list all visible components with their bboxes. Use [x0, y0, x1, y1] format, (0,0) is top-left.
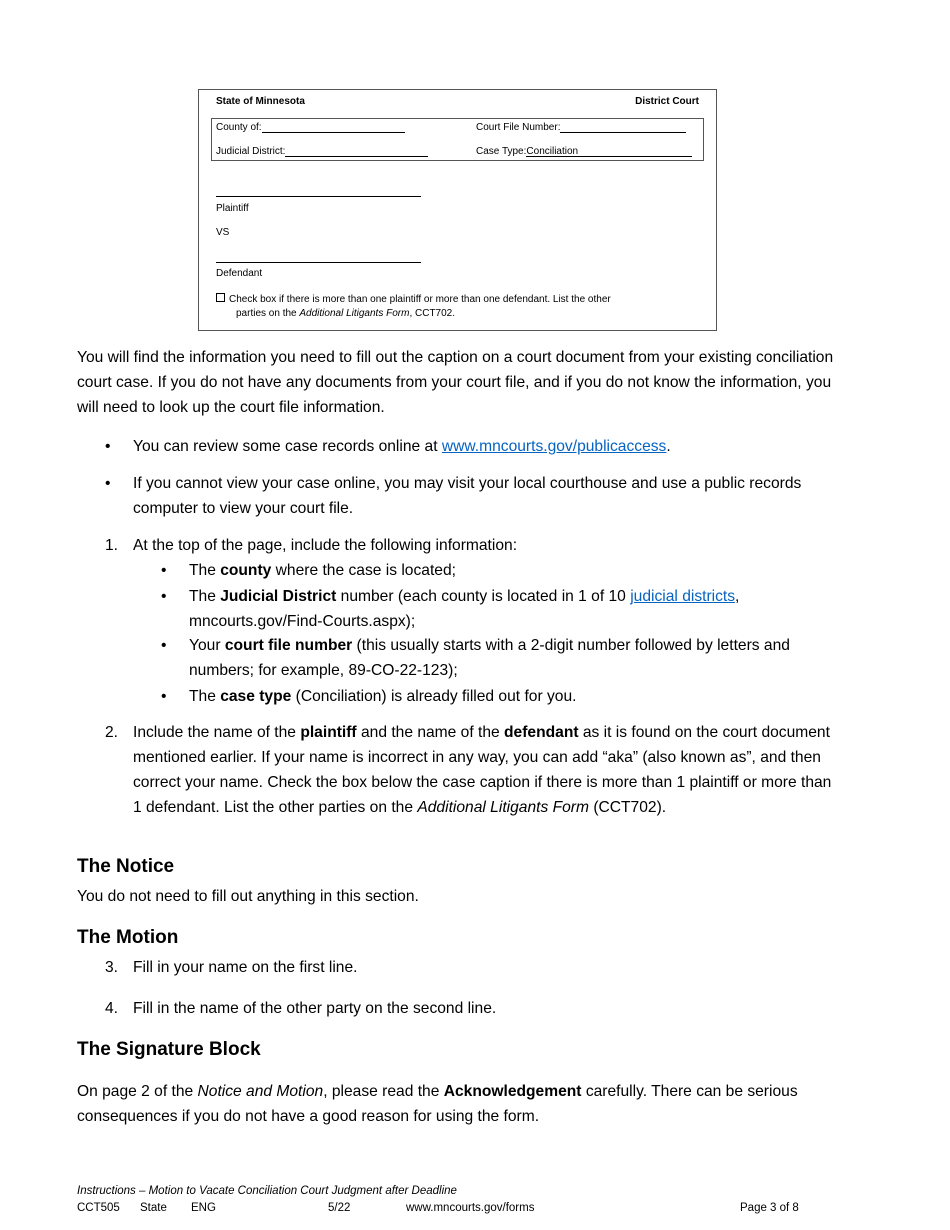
- t: where the case is located;: [271, 562, 456, 579]
- step-number: 3.: [105, 959, 119, 976]
- judicial-districts-link[interactable]: judicial districts: [630, 588, 736, 605]
- notice-heading: The Notice: [77, 856, 175, 877]
- t: , please read the: [323, 1083, 444, 1100]
- step-number: 1.: [105, 537, 119, 554]
- footer-date: 5/22: [328, 1202, 351, 1214]
- checkbox-icon: [216, 293, 225, 302]
- t: , mncourts.gov/Find-Courts.aspx);: [189, 588, 740, 630]
- t: county: [220, 562, 272, 579]
- step-1-text: At the top of the page, include the following information:: [133, 537, 518, 554]
- defendant-line: [216, 262, 421, 263]
- file-number-label: Court File Number:: [476, 122, 561, 133]
- county-label: County of:: [216, 122, 262, 133]
- state-label: State of Minnesota: [216, 96, 305, 107]
- step-3-text: Fill in your name on the first line.: [133, 959, 358, 976]
- plaintiff-label: Plaintiff: [216, 203, 249, 214]
- t: Your: [189, 637, 225, 654]
- court-label: District Court: [635, 96, 699, 107]
- public-access-link[interactable]: www.mncourts.gov/publicaccess: [441, 438, 667, 455]
- t: The: [189, 562, 221, 579]
- bullet-item: [133, 434, 833, 459]
- case-type-value: Conciliation: [526, 146, 692, 157]
- district-label: Judicial District:: [216, 146, 286, 157]
- file-number-line: [560, 122, 686, 133]
- case-type-label: Case Type:: [476, 146, 527, 157]
- bullet-item: If you cannot view your case online, you may visit your local courthouse and use a public records computer to view your court file.: [133, 475, 802, 517]
- checkbox-text-2: parties on the: [236, 308, 300, 319]
- t: plaintiff: [300, 724, 357, 741]
- footer-code: CCT505: [77, 1202, 120, 1214]
- bullet-icon: •: [161, 688, 167, 705]
- bullet-icon: •: [161, 588, 167, 605]
- t: Judicial District: [220, 588, 337, 605]
- t: On page 2 of the: [77, 1083, 198, 1100]
- bullet-icon: •: [105, 438, 111, 455]
- t: carefully. There can be serious consequences if you do not have a good reason for using the form.: [77, 1083, 798, 1125]
- bullet-text-end: .: [666, 438, 671, 455]
- notice-text: You do not need to fill out anything in this section.: [77, 888, 419, 905]
- bullet-icon: •: [105, 475, 111, 492]
- t: Acknowledgement: [443, 1083, 582, 1100]
- t: case type: [220, 688, 292, 705]
- bullet-icon: •: [161, 637, 167, 654]
- intro-paragraph: You will find the information you need to fill out the caption on a court document from your existing conciliation court case. If you do not have any documents from your court file, and if you do not know the information, you will need to look up the court file information.: [77, 349, 834, 416]
- t: defendant: [504, 724, 579, 741]
- t: as it is found on the court document mentioned earlier. If your name is incorrect in any way, you can add “aka” (also known as”, and then correct your name. Check the box below the case caption if there is more than 1 plaintiff or more than 1 defendant. List the other parties on the: [133, 724, 832, 816]
- t: and the name of the: [356, 724, 505, 741]
- step-number: 4.: [105, 1000, 119, 1017]
- t: (CCT702).: [588, 799, 667, 816]
- t: The: [189, 688, 221, 705]
- step-4-text: Fill in the name of the other party on the second line.: [133, 1000, 497, 1017]
- t: (this usually starts with a 2-digit number followed by letters and numbers; for example, 89-CO-22-123);: [189, 637, 790, 679]
- bullet-icon: •: [161, 562, 167, 579]
- district-line: [285, 146, 428, 157]
- sub-item-district: [189, 584, 839, 634]
- t: Include the name of the: [133, 724, 301, 741]
- t: number (each county is located in 1 of 10: [336, 588, 631, 605]
- motion-heading: The Motion: [77, 927, 179, 948]
- sub-item-case-type: [189, 684, 839, 709]
- defendant-label: Defendant: [216, 268, 263, 279]
- county-line: [262, 122, 405, 133]
- case-caption-image: [198, 89, 717, 331]
- sub-item-file-number: [189, 633, 839, 683]
- caption-fields-box: [211, 118, 704, 161]
- footer-title: Instructions – Motion to Vacate Conciliation Court Judgment after Deadline: [77, 1185, 457, 1197]
- t: Additional Litigants Form: [417, 799, 589, 816]
- step-number: 2.: [105, 724, 119, 741]
- footer-lang: ENG: [191, 1202, 216, 1214]
- checkbox-text-3: , CCT702.: [409, 308, 456, 319]
- checkbox-text: Check box if there is more than one plaintiff or more than one defendant. List the other: [229, 294, 611, 305]
- t: Notice and Motion: [197, 1083, 324, 1100]
- sub-item-county: [189, 558, 839, 583]
- footer-url: www.mncourts.gov/forms: [406, 1202, 535, 1214]
- litigants-form-name: Additional Litigants Form: [299, 308, 410, 319]
- footer-page: Page 3 of 8: [740, 1202, 799, 1214]
- bullet-text: You can review some case records online at: [133, 438, 442, 455]
- step-2-text: [133, 720, 833, 820]
- t: (Conciliation) is already filled out for you.: [291, 688, 577, 705]
- signature-text: [77, 1079, 857, 1129]
- signature-heading: The Signature Block: [77, 1039, 261, 1060]
- t: The: [189, 588, 221, 605]
- plaintiff-line: [216, 196, 421, 197]
- footer-state: State: [140, 1202, 167, 1214]
- t: court file number: [224, 637, 353, 654]
- vs-label: VS: [216, 227, 230, 238]
